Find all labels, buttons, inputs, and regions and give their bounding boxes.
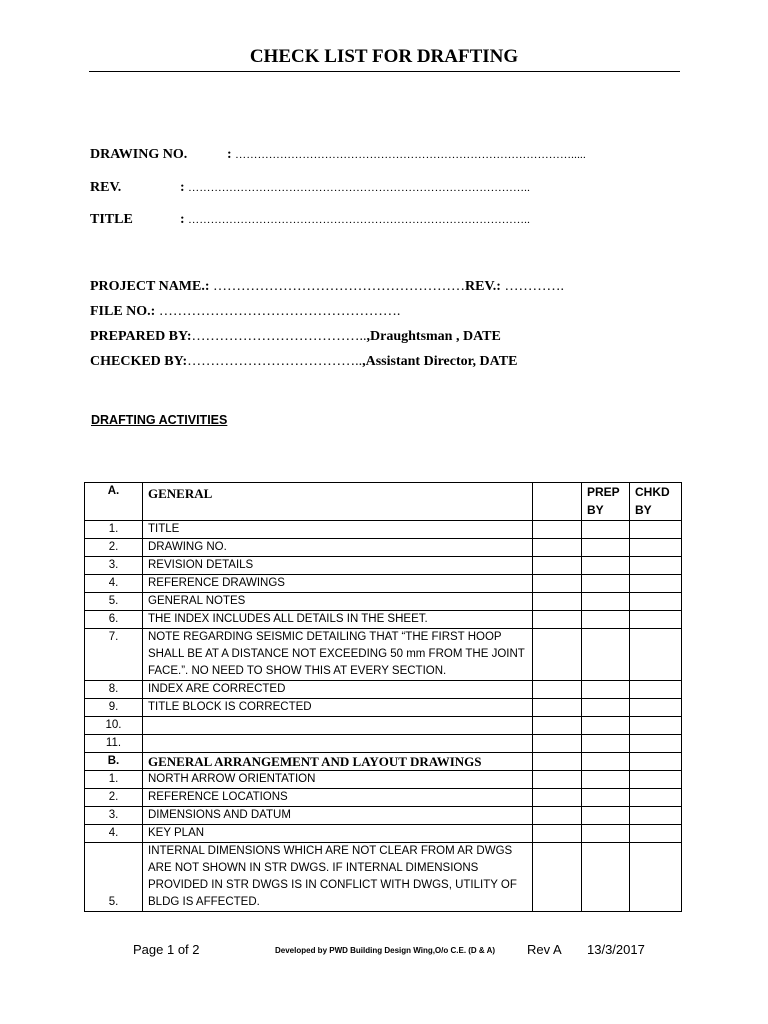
chkd-by-checkbox[interactable] [630, 611, 682, 629]
footer-page-number: Page 1 of 2 [133, 942, 200, 957]
table-row [85, 807, 682, 825]
checked-by-line [90, 354, 517, 370]
drawing-no-colon: : [227, 147, 232, 162]
project-line [90, 279, 564, 295]
item-description: REFERENCE DRAWINGS [143, 575, 533, 593]
item-number: 8. [85, 681, 143, 699]
chkd-by-checkbox[interactable] [630, 699, 682, 717]
chkd-by-checkbox[interactable] [630, 521, 682, 539]
title-colon: : [180, 212, 185, 227]
item-number: 4. [85, 825, 143, 843]
item-number: 2. [85, 539, 143, 557]
table-row [85, 681, 682, 699]
blank-cell [533, 557, 582, 575]
footer-revision: Rev A [527, 942, 562, 957]
table-row [85, 789, 682, 807]
title-field [90, 212, 530, 228]
prep-by-checkbox[interactable] [582, 699, 630, 717]
item-description: NOTE REGARDING SEISMIC DETAILING THAT “THE FIRST HOOP SHALL BE AT A DISTANCE NOT EXCEEDING 50 mm FROM THE JOINT FACE.”. NO NEED TO SHOW THIS AT EVERY SECTION. [143, 629, 533, 681]
item-description: REFERENCE LOCATIONS [143, 789, 533, 807]
table-row [85, 611, 682, 629]
title-blank: ……………………………………………………………………………….. [188, 214, 531, 226]
title-label: TITLE [90, 212, 133, 227]
item-description: KEY PLAN [143, 825, 533, 843]
item-number: 4. [85, 575, 143, 593]
checklist-table [84, 482, 682, 912]
chkd-by-checkbox[interactable] [630, 807, 682, 825]
table-row [85, 717, 682, 735]
blank-cell [533, 753, 582, 771]
table-row [85, 575, 682, 593]
item-number: 11. [85, 735, 143, 753]
item-description [143, 717, 533, 735]
prep-by-checkbox[interactable] [582, 611, 630, 629]
section-heading: DRAFTING ACTIVITIES [91, 413, 228, 427]
file-no-label: FILE NO.: [90, 304, 156, 319]
prepared-by-role: ,Draughtsman , DATE [366, 329, 501, 344]
prepared-by-line [90, 329, 501, 345]
prep-by-checkbox[interactable] [582, 629, 630, 681]
prep-by-checkbox[interactable] [582, 681, 630, 699]
blank-cell [533, 807, 582, 825]
table-row [85, 771, 682, 789]
chkd-by-header-line2: BY [635, 503, 652, 517]
drawing-no-field [90, 147, 586, 163]
blank-cell [533, 699, 582, 717]
item-description [143, 735, 533, 753]
table-header-row [85, 483, 682, 521]
chkd-by-checkbox[interactable] [630, 717, 682, 735]
chkd-by-checkbox[interactable] [630, 681, 682, 699]
item-number: 3. [85, 557, 143, 575]
chkd-by-checkbox[interactable] [630, 771, 682, 789]
blank-cell [533, 539, 582, 557]
blank-cell [533, 629, 582, 681]
chkd-by-checkbox[interactable] [630, 575, 682, 593]
item-number: 5. [85, 593, 143, 611]
prep-by-checkbox[interactable] [582, 593, 630, 611]
item-description: INTERNAL DIMENSIONS WHICH ARE NOT CLEAR FROM AR DWGS ARE NOT SHOWN IN STR DWGS. IF INTERNAL DIMENSIONS PROVIDED IN STR DWGS IS IN CONFLICT WITH DWGS, UTILITY OF BLDG IS AFFECTED. [143, 843, 533, 912]
chkd-by-checkbox[interactable] [630, 593, 682, 611]
prep-by-checkbox[interactable] [582, 521, 630, 539]
footer-developed-by: Developed by PWD Building Design Wing,O/o C.E. (D & A) [275, 946, 496, 955]
prep-by-checkbox[interactable] [582, 717, 630, 735]
chkd-by-header-line1: CHKD [635, 485, 670, 499]
prep-by-checkbox[interactable] [582, 825, 630, 843]
item-number: 2. [85, 789, 143, 807]
item-number: 6. [85, 611, 143, 629]
prep-by-checkbox[interactable] [582, 843, 630, 912]
drawing-no-label: DRAWING NO. [90, 147, 188, 162]
item-number: 1. [85, 771, 143, 789]
item-description: REVISION DETAILS [143, 557, 533, 575]
blank-cell [533, 771, 582, 789]
chkd-by-checkbox[interactable] [630, 753, 682, 771]
blank-cell [533, 735, 582, 753]
prep-by-checkbox[interactable] [582, 557, 630, 575]
file-no-line [90, 304, 400, 320]
project-rev-blank: …………. [504, 279, 564, 294]
chkd-by-checkbox[interactable] [630, 629, 682, 681]
prep-by-checkbox[interactable] [582, 789, 630, 807]
item-number: 9. [85, 699, 143, 717]
item-description: TITLE [143, 521, 533, 539]
prepared-by-label: PREPARED BY: [90, 329, 192, 344]
item-description: INDEX ARE CORRECTED [143, 681, 533, 699]
blank-cell [533, 483, 582, 521]
prep-by-checkbox[interactable] [582, 807, 630, 825]
chkd-by-checkbox[interactable] [630, 789, 682, 807]
drawing-no-blank: ………………………………………………………………………………..... [235, 149, 586, 161]
table-row [85, 539, 682, 557]
blank-cell [533, 611, 582, 629]
checked-by-role: ,Assistant Director, DATE [362, 354, 518, 369]
table-row [85, 629, 682, 681]
blank-cell [533, 681, 582, 699]
prepared-by-blank: ……………………………….. [191, 329, 367, 344]
table-row [85, 521, 682, 539]
file-no-blank: ……………………………………………. [158, 304, 401, 319]
checked-by-label: CHECKED BY: [90, 354, 188, 369]
item-number: 10. [85, 717, 143, 735]
prep-by-checkbox[interactable] [582, 753, 630, 771]
section-b-row [85, 753, 682, 771]
item-number: 5. [85, 843, 143, 912]
project-name-blank: ……………………………………………… [213, 279, 466, 294]
item-description: DIMENSIONS AND DATUM [143, 807, 533, 825]
item-description: THE INDEX INCLUDES ALL DETAILS IN THE SHEET. [143, 611, 533, 629]
section-b-name: GENERAL ARRANGEMENT AND LAYOUT DRAWINGS [143, 753, 533, 771]
item-description: TITLE BLOCK IS CORRECTED [143, 699, 533, 717]
blank-cell [533, 717, 582, 735]
item-number: 3. [85, 807, 143, 825]
table-row [85, 557, 682, 575]
prep-by-checkbox[interactable] [582, 539, 630, 557]
title-underline [89, 71, 680, 72]
item-description: NORTH ARROW ORIENTATION [143, 771, 533, 789]
blank-cell [533, 789, 582, 807]
project-name-label: PROJECT NAME.: [90, 279, 210, 294]
checked-by-blank: ……………………………….. [187, 354, 363, 369]
item-number: 7. [85, 629, 143, 681]
blank-cell [533, 843, 582, 912]
item-description: GENERAL NOTES [143, 593, 533, 611]
prep-by-checkbox[interactable] [582, 575, 630, 593]
prep-by-header [582, 483, 630, 521]
item-number: 1. [85, 521, 143, 539]
table-row [85, 699, 682, 717]
prep-by-checkbox[interactable] [582, 735, 630, 753]
rev-label: REV. [90, 180, 122, 195]
chkd-by-checkbox[interactable] [630, 735, 682, 753]
section-a-id: A. [85, 483, 143, 521]
rev-colon: : [180, 180, 185, 195]
rev-blank: ……………………………………………………………………………….. [188, 182, 531, 194]
chkd-by-header [630, 483, 682, 521]
chkd-by-checkbox[interactable] [630, 843, 682, 912]
project-rev-label: REV.: [465, 279, 501, 294]
footer-date: 13/3/2017 [587, 942, 645, 957]
chkd-by-checkbox[interactable] [630, 825, 682, 843]
table-row [85, 825, 682, 843]
blank-cell [533, 593, 582, 611]
chkd-by-checkbox[interactable] [630, 557, 682, 575]
prep-by-header-line1: PREP [587, 485, 620, 499]
item-description: DRAWING NO. [143, 539, 533, 557]
section-b-id: B. [85, 753, 143, 771]
prep-by-checkbox[interactable] [582, 771, 630, 789]
table-row [85, 735, 682, 753]
table-row [85, 593, 682, 611]
prep-by-header-line2: BY [587, 503, 604, 517]
section-a-name: GENERAL [143, 483, 533, 521]
blank-cell [533, 521, 582, 539]
document-title: CHECK LIST FOR DRAFTING [249, 46, 519, 67]
blank-cell [533, 825, 582, 843]
table-row [85, 843, 682, 912]
rev-field [90, 180, 530, 196]
blank-cell [533, 575, 582, 593]
chkd-by-checkbox[interactable] [630, 539, 682, 557]
